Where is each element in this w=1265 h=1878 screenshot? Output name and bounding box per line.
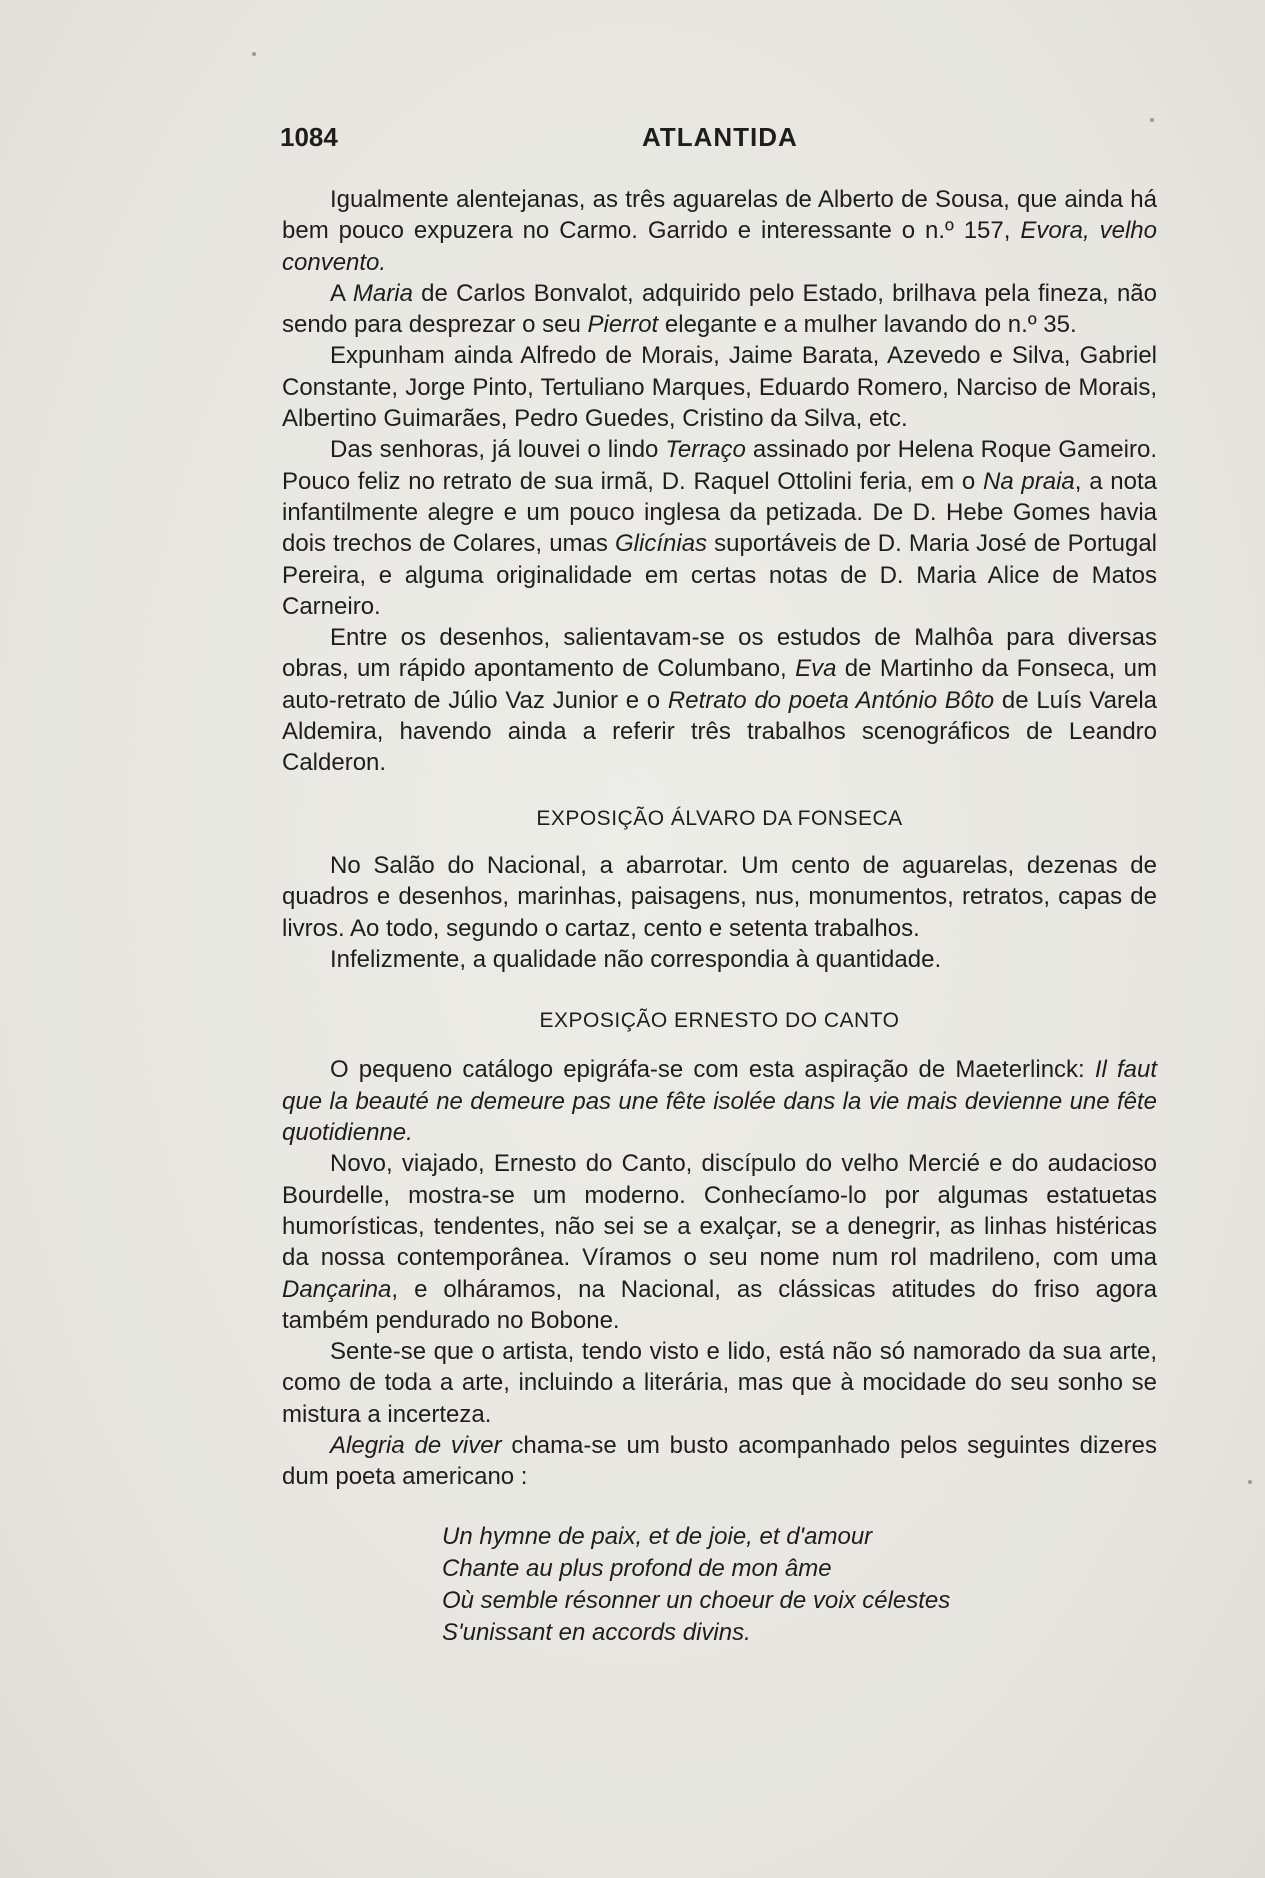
paragraph: Entre os desenhos, salientavam-se os estudos de Malhôa para diversas obras, um rápido apontamento de Columbano, Eva de Martinho da Fonseca, um auto-retrato de Júlio Vaz Junior e o Retrato do poeta António Bôto de Luís Varela Aldemira, havendo ainda a referir três trabalhos scenográficos de Leandro Calderon. xyxy=(282,624,1158,777)
paragraph: A Maria de Carlos Bonvalot, adquirido pelo Estado, brilhava pela fineza, não sendo para desprezar o seu Pierrot elegante e a mulher lavando do n.º 35. xyxy=(282,279,1157,339)
section-heading: EXPOSIÇÃO ERNESTO DO CANTO xyxy=(539,1009,900,1033)
paragraph: Alegria de viver chama-se um busto acompanhado pelos seguintes dizeres dum poeta americano : xyxy=(282,1431,1157,1491)
paper-speck xyxy=(1248,1480,1252,1484)
artwork-title: Maria xyxy=(352,279,413,307)
article-body xyxy=(282,184,1157,1649)
paragraph: No Salão do Nacional, a abarrotar. Um cento de aguarelas, dezenas de quadros e desenhos, marinhas, paisagens, nus, monumentos, retratos, capas de livros. Ao todo, segundo o cartaz, cento e setenta trabalhos. xyxy=(282,851,1157,942)
artwork-title: Pierrot xyxy=(587,311,659,339)
artwork-title: Eva xyxy=(795,655,837,683)
paragraph: Expunham ainda Alfredo de Morais, Jaime Barata, Azevedo e Silva, Gabriel Constante, Jorge Pinto, Tertuliano Marques, Eduardo Romero, Narciso de Morais, Albertino Guimarães, Pedro Guedes, Cristino da Silva, etc. xyxy=(282,342,1157,433)
running-title: ATLANTIDA xyxy=(642,122,798,152)
artwork-title: Dançarina xyxy=(282,1275,392,1303)
artwork-title: Retrato do poeta António Bôto xyxy=(667,686,995,714)
quotation: Il faut que la beauté ne demeure pas une fête isolée dans la vie mais devienne une fête quotidienne. xyxy=(282,1056,1157,1147)
page-header xyxy=(280,118,1160,158)
page-number: 1084 xyxy=(280,122,338,152)
paragraph: Infelizmente, a qualidade não correspondia à quantidade. xyxy=(330,945,942,973)
section-heading: EXPOSIÇÃO ÁLVARO DA FONSECA xyxy=(536,806,903,830)
paragraph: Das senhoras, já louvei o lindo Terraço assinado por Helena Roque Gameiro. Pouco feliz no retrato de sua irmã, D. Raquel Ottolini feria, em o Na praia, a nota infantilmente alegre e um pouco inglesa da petizada. De D. Hebe Gomes havia dois trechos de Colares, umas Glicínias suportáveis de D. Maria José de Portugal Pereira, e alguma originalidade em certas notas de D. Maria Alice de Matos Carneiro. xyxy=(282,436,1157,620)
artwork-title: Alegria de viver xyxy=(330,1431,502,1459)
artwork-title: Na praia xyxy=(982,467,1075,495)
poem-line: Chante au plus profond de mon âme xyxy=(442,1554,832,1582)
artwork-title: Evora, velho convento. xyxy=(282,217,1157,276)
paper-speck xyxy=(252,52,256,56)
poem-quote xyxy=(442,1521,1157,1649)
paragraph: O pequeno catálogo epigráfa-se com esta aspiração de Maeterlinck: Il faut que la beauté ne demeure pas une fête isolée dans la vie mais devienne une fête quotidienne. xyxy=(282,1056,1157,1147)
paragraph: Igualmente alentejanas, as três aguarelas de Alberto de Sousa, que ainda há bem pouco expuzera no Carmo. Garrido e interessante o n.º 157, Evora, velho convento. xyxy=(282,186,1157,276)
poem-line: Un hymne de paix, et de joie, et d'amour xyxy=(442,1522,873,1550)
paragraph: Sente-se que o artista, tendo visto e lido, está não só namorado da sua arte, como de toda a arte, incluindo a literária, mas que à mocidade do seu sonho se mistura a incerteza. xyxy=(282,1338,1157,1428)
poem-line: S'unissant en accords divins. xyxy=(442,1618,751,1646)
artwork-title: Glicínias xyxy=(615,530,708,558)
paragraph: Novo, viajado, Ernesto do Canto, discípulo do velho Mercié e do audacioso Bourdelle, mostra-se um moderno. Conhecíamo-lo por algumas estatuetas humorísticas, tendentes, não sei se a exalçar, se a denegrir, as linhas histéricas da nossa contemporânea. Víramos o seu nome num rol madrileno, com uma Dançarina, e olháramos, na Nacional, as clássicas atitudes do friso agora também pendurado no Bobone. xyxy=(282,1150,1157,1334)
paper-speck xyxy=(1150,118,1154,122)
poem-line: Où semble résonner un choeur de voix célestes xyxy=(442,1586,951,1614)
artwork-title: Terraço xyxy=(665,436,746,464)
